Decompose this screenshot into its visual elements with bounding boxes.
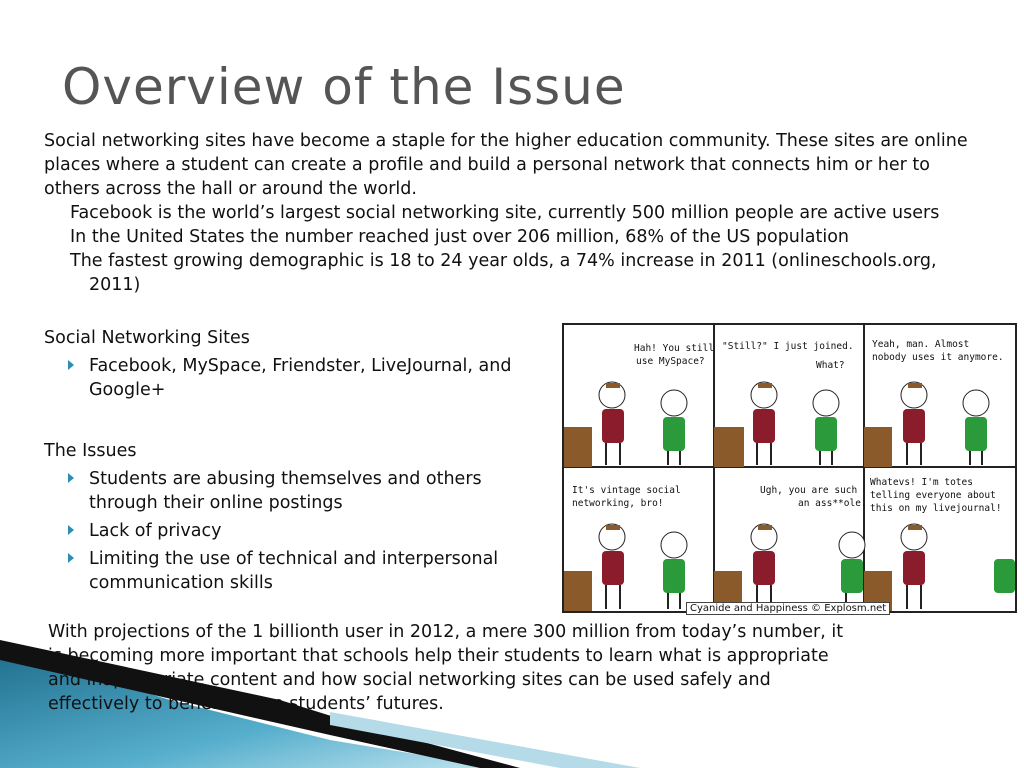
speech-text: nobody uses it anymore. (872, 352, 1004, 363)
fact-item: The fastest growing demographic is 18 to 24 year olds, a 74% increase in 2011 (onlineschools.org, 2011) (70, 251, 937, 295)
speech-text: use MySpace? (636, 356, 705, 367)
speech-text: telling everyone about (870, 490, 996, 501)
speech-text: Hah! You still (634, 343, 715, 354)
speech-text: this on my livejournal! (870, 503, 1002, 514)
closing-paragraph: With projections of the 1 billionth user in 2012, a mere 300 million from today’s number, it is becoming more important that schools help their students to learn what is appropriate and inappropriate content and how social networking sites can be used safely and effectively to benefit those students’ futures. (48, 622, 844, 714)
fact-item: In the United States the number reached just over 206 million, 68% of the US population (70, 227, 849, 247)
issue-text: Limiting the use of technical and interpersonal communication skills (89, 549, 499, 593)
sites-heading: Social Networking Sites (44, 328, 250, 348)
fact-item: Facebook is the world’s largest social networking site, currently 500 million people are active users (70, 203, 940, 223)
issue-text: Students are abusing themselves and others through their online postings (89, 469, 482, 513)
speech-text: an ass**ole. (798, 498, 867, 509)
speech-text: What? (816, 360, 845, 371)
comic-credit: Cyanide and Happiness © Explosm.net (686, 602, 890, 615)
slide-title: Overview of the Issue (62, 58, 626, 116)
speech-text: Whatevs! I'm totes (870, 477, 973, 488)
issues-heading: The Issues (44, 441, 137, 461)
sites-list: Facebook, MySpace, Friendster, LiveJournal, and Google+ (89, 356, 512, 400)
speech-text: "Still?" I just joined. (722, 341, 854, 352)
speech-text: It's vintage social (572, 485, 681, 496)
speech-text: Ugh, you are such (760, 485, 858, 496)
intro-paragraph: Social networking sites have become a staple for the higher education community. These sites are online places where a student can create a profile and build a personal network that connects him or her to others across the hall or around the world. (44, 131, 968, 199)
issue-text: Lack of privacy (89, 521, 222, 541)
speech-text: Yeah, man. Almost (872, 339, 970, 350)
speech-text: networking, bro! (572, 498, 664, 509)
